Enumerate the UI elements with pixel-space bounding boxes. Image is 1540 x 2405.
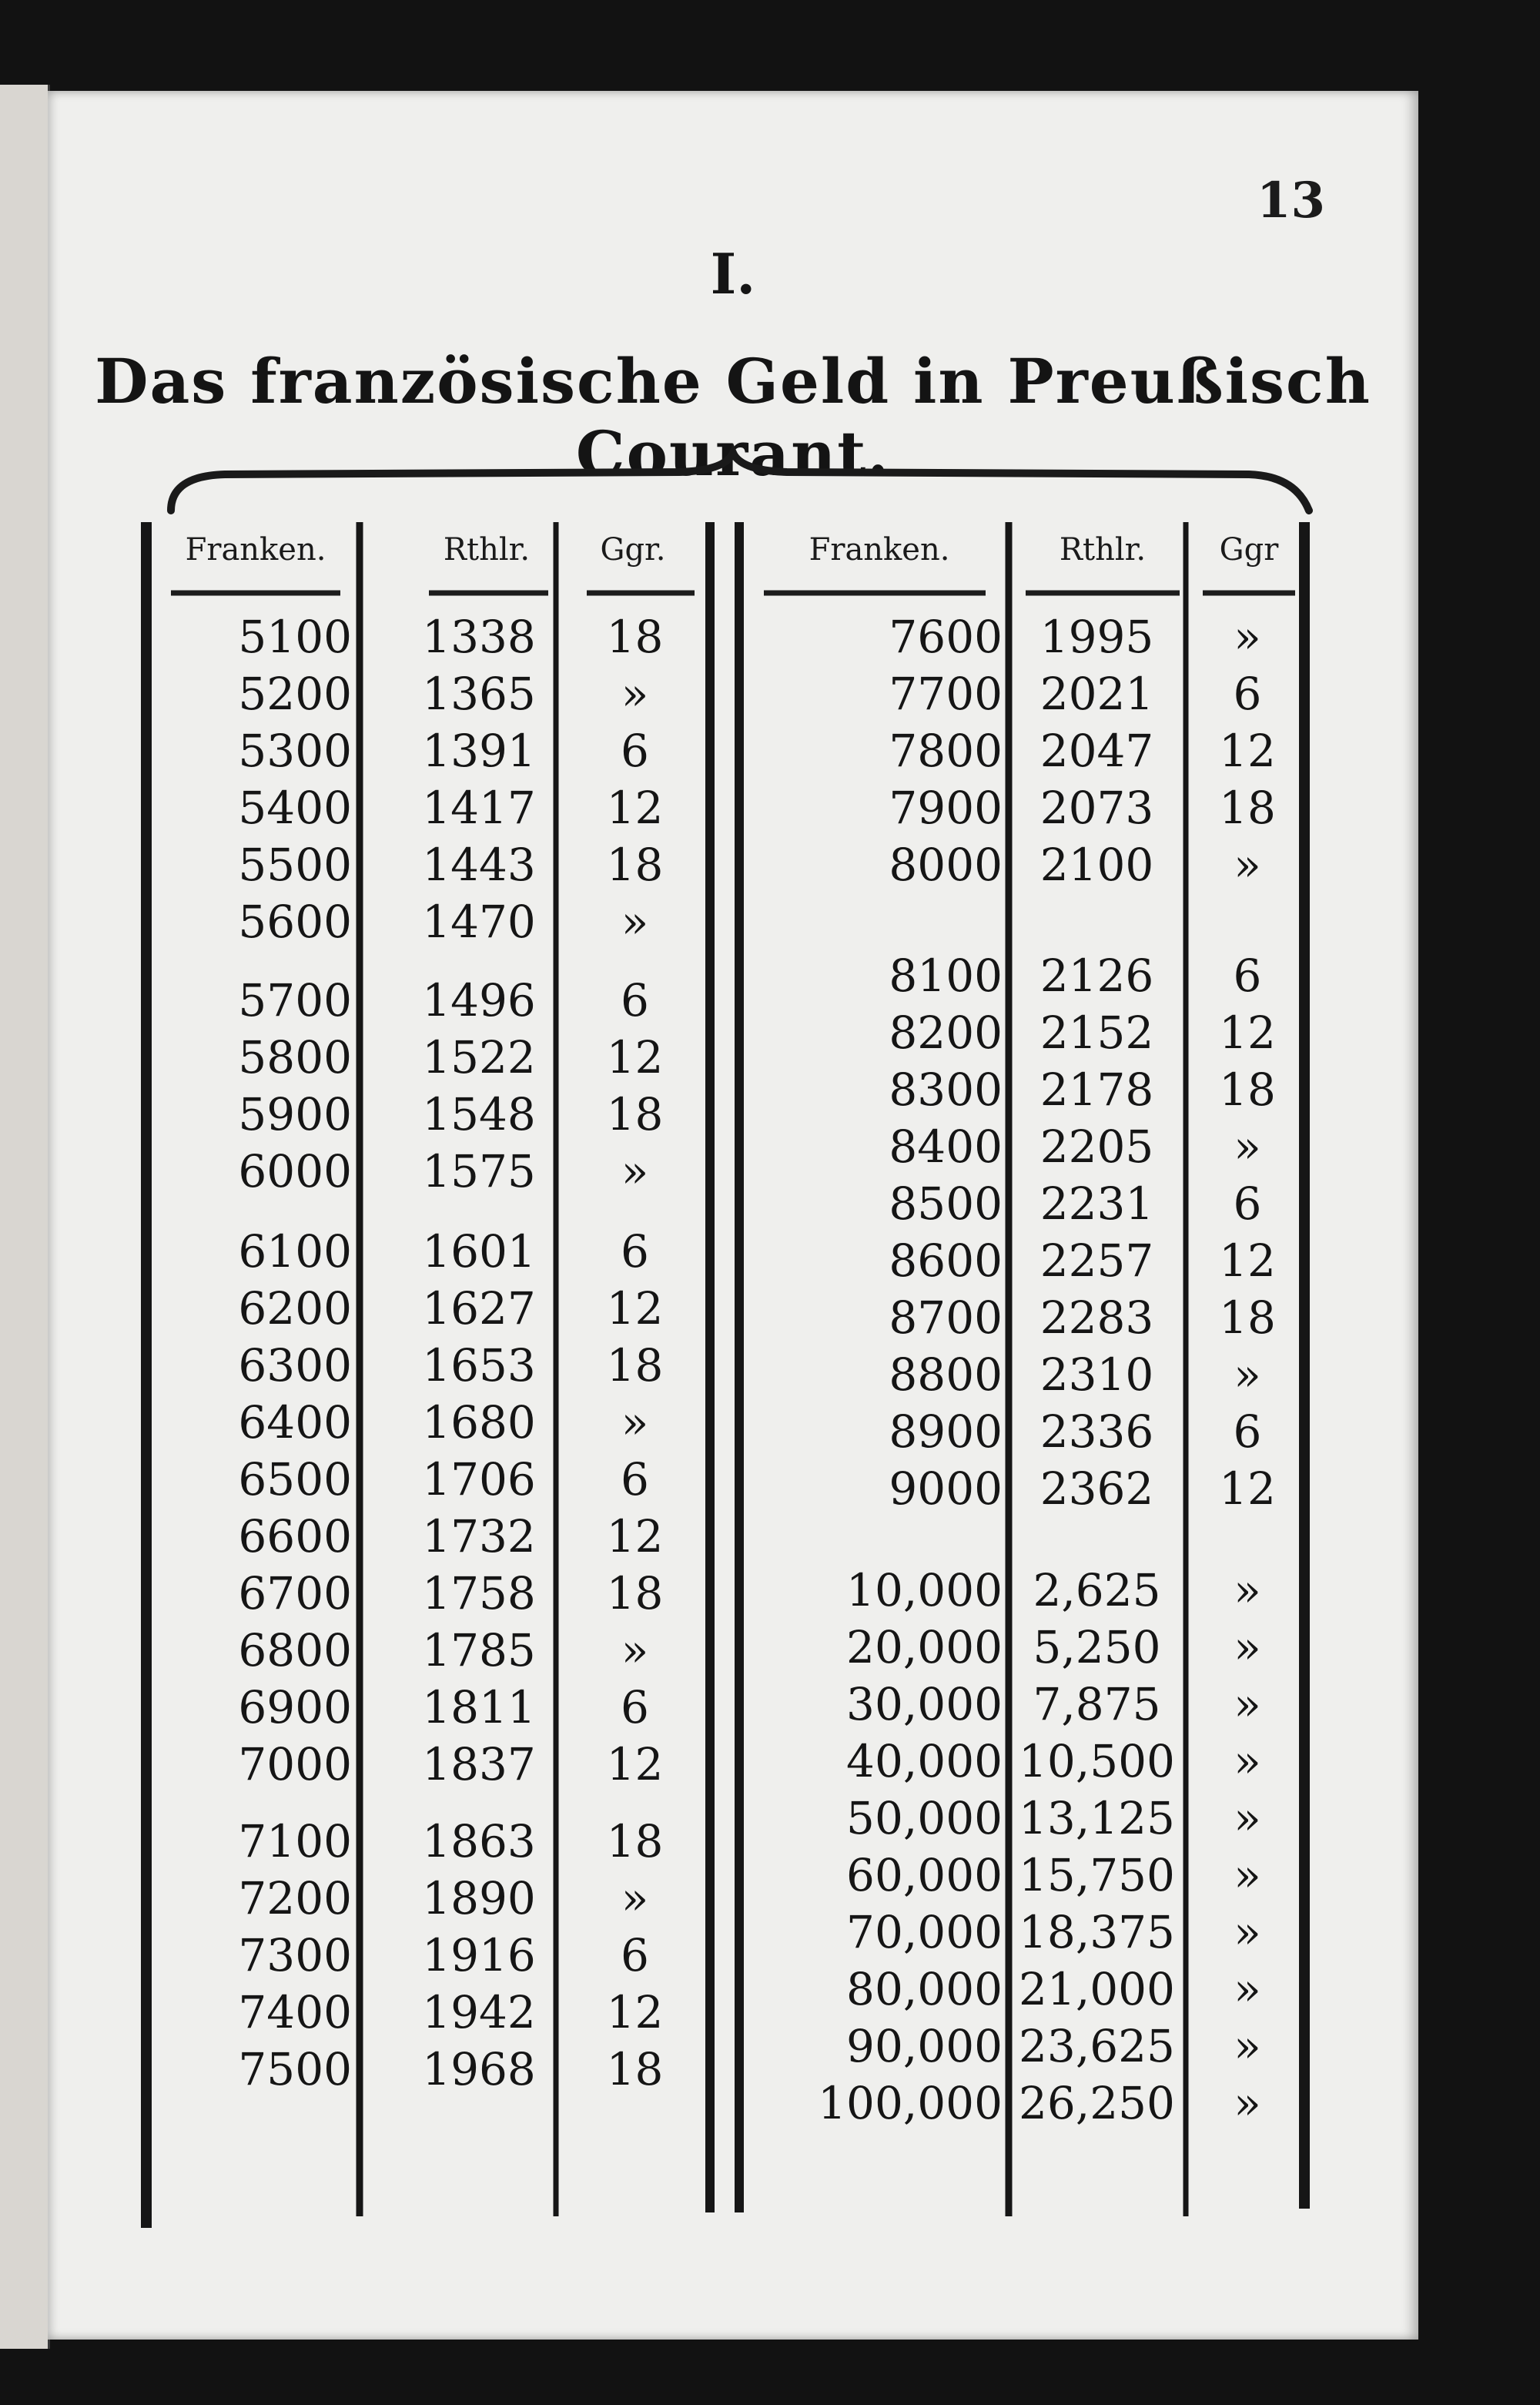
cell-ggr: » xyxy=(1234,1735,1261,1787)
cell-franken: 6100 xyxy=(238,1225,352,1278)
cell-rthlr: 1391 xyxy=(422,725,536,777)
cell-franken: 6500 xyxy=(238,1453,352,1506)
cell-ggr: 18 xyxy=(1219,1291,1276,1344)
cell-franken: 8400 xyxy=(889,1120,1003,1173)
cell-rthlr: 2283 xyxy=(1040,1291,1154,1344)
cell-franken: 5500 xyxy=(238,839,352,891)
cell-franken: 8800 xyxy=(889,1348,1003,1401)
cell-ggr: » xyxy=(621,668,649,720)
cell-rthlr: 2205 xyxy=(1040,1120,1154,1173)
cell-ggr: 6 xyxy=(621,1225,649,1278)
cell-ggr: » xyxy=(1234,1621,1261,1673)
cell-rthlr: 1916 xyxy=(422,1929,536,1981)
cell-ggr: » xyxy=(621,1396,649,1449)
cell-franken: 5700 xyxy=(238,974,352,1027)
cell-franken: 8100 xyxy=(889,950,1003,1002)
cell-franken: 5100 xyxy=(238,611,352,663)
cell-ggr: 6 xyxy=(621,974,649,1027)
cell-franken: 6200 xyxy=(238,1282,352,1335)
cell-franken: 9000 xyxy=(889,1462,1003,1515)
cell-rthlr: 2021 xyxy=(1040,668,1154,720)
cell-ggr: 18 xyxy=(606,2043,664,2095)
header-ggr-left: Ggr. xyxy=(600,532,666,568)
cell-ggr: 12 xyxy=(606,1031,664,1084)
cell-franken: 5400 xyxy=(238,782,352,834)
cell-franken: 6000 xyxy=(238,1145,352,1197)
cell-ggr: » xyxy=(1234,1792,1261,1844)
cell-franken: 6800 xyxy=(238,1624,352,1676)
cell-rthlr: 1417 xyxy=(422,782,536,834)
cell-rthlr: 15,750 xyxy=(1019,1849,1175,1901)
cell-ggr: » xyxy=(1234,1348,1261,1401)
header-franken-right: Franken. xyxy=(808,532,950,568)
cell-franken: 8200 xyxy=(889,1007,1003,1059)
cell-ggr: 12 xyxy=(1219,1007,1276,1059)
cell-franken: 8600 xyxy=(889,1234,1003,1287)
cell-rthlr: 10,500 xyxy=(1019,1735,1175,1787)
header-franken-left: Franken. xyxy=(185,532,326,568)
cell-ggr: » xyxy=(1234,839,1261,891)
cell-rthlr: 18,375 xyxy=(1019,1906,1175,1958)
cell-ggr: 18 xyxy=(606,611,664,663)
cell-ggr: » xyxy=(1234,2020,1261,2072)
cell-ggr: 12 xyxy=(1219,1234,1276,1287)
cell-ggr: » xyxy=(621,1145,649,1197)
cell-franken: 5200 xyxy=(238,668,352,720)
cell-rthlr: 2257 xyxy=(1040,1234,1154,1287)
cell-ggr: 18 xyxy=(606,1567,664,1620)
cell-franken: 20,000 xyxy=(846,1621,1003,1673)
cell-franken: 5600 xyxy=(238,896,352,948)
cell-rthlr: 1470 xyxy=(422,896,536,948)
cell-franken: 8300 xyxy=(889,1063,1003,1116)
cell-ggr: 18 xyxy=(606,1815,664,1867)
cell-franken: 6700 xyxy=(238,1567,352,1620)
cell-ggr: 12 xyxy=(1219,725,1276,777)
cell-rthlr: 1627 xyxy=(422,1282,536,1335)
cell-franken: 7500 xyxy=(238,2043,352,2095)
cell-rthlr: 1601 xyxy=(422,1225,536,1278)
cell-rthlr: 1732 xyxy=(422,1510,536,1563)
cell-ggr: 18 xyxy=(606,1088,664,1141)
header-rthlr-right: Rthlr. xyxy=(1059,532,1147,568)
cell-ggr: » xyxy=(621,896,649,948)
cell-ggr: 6 xyxy=(621,725,649,777)
cell-franken: 7400 xyxy=(238,1986,352,2038)
cell-rthlr: 13,125 xyxy=(1019,1792,1175,1844)
cell-rthlr: 2047 xyxy=(1040,725,1154,777)
cell-rthlr: 2231 xyxy=(1040,1177,1154,1230)
cell-franken: 5300 xyxy=(238,725,352,777)
cell-rthlr: 1338 xyxy=(422,611,536,663)
cell-ggr: 6 xyxy=(1233,668,1262,720)
cell-franken: 7200 xyxy=(238,1872,352,1924)
cell-rthlr: 21,000 xyxy=(1019,1963,1175,2015)
cell-ggr: » xyxy=(1234,1564,1261,1616)
cell-rthlr: 1811 xyxy=(422,1681,536,1733)
page-title: Das französische Geld in Preußisch Courant. xyxy=(95,345,1371,490)
cell-rthlr: 1837 xyxy=(422,1738,536,1790)
cell-rthlr: 2178 xyxy=(1040,1063,1154,1116)
cell-rthlr: 5,250 xyxy=(1033,1621,1161,1673)
cell-rthlr: 1443 xyxy=(422,839,536,891)
cell-franken: 100,000 xyxy=(818,2077,1003,2129)
cell-rthlr: 1706 xyxy=(422,1453,536,1506)
cell-franken: 40,000 xyxy=(846,1735,1003,1787)
cell-rthlr: 2,625 xyxy=(1033,1564,1161,1616)
cell-ggr: » xyxy=(1234,1120,1261,1173)
cell-franken: 6600 xyxy=(238,1510,352,1563)
cell-ggr: 6 xyxy=(621,1681,649,1733)
cell-ggr: » xyxy=(621,1872,649,1924)
cell-rthlr: 1548 xyxy=(422,1088,536,1141)
cell-ggr: 12 xyxy=(606,1738,664,1790)
cell-franken: 7800 xyxy=(889,725,1003,777)
cell-franken: 6300 xyxy=(238,1339,352,1392)
header-rthlr-left: Rthlr. xyxy=(443,532,531,568)
cell-rthlr: 1942 xyxy=(422,1986,536,2038)
cell-ggr: 6 xyxy=(1233,1405,1262,1458)
cell-franken: 90,000 xyxy=(846,2020,1003,2072)
section-numeral: I. xyxy=(710,241,756,306)
cell-franken: 80,000 xyxy=(846,1963,1003,2015)
cell-ggr: 12 xyxy=(606,782,664,834)
cell-rthlr: 2100 xyxy=(1040,839,1154,891)
cell-rthlr: 1522 xyxy=(422,1031,536,1084)
cell-ggr: » xyxy=(1234,611,1261,663)
cell-franken: 7000 xyxy=(238,1738,352,1790)
cell-rthlr: 7,875 xyxy=(1033,1678,1161,1730)
cell-ggr: » xyxy=(1234,1678,1261,1730)
cell-ggr: 18 xyxy=(606,1339,664,1392)
cell-ggr: 12 xyxy=(606,1986,664,2038)
cell-rthlr: 26,250 xyxy=(1019,2077,1175,2129)
cell-ggr: » xyxy=(1234,2077,1261,2129)
cell-franken: 7900 xyxy=(889,782,1003,834)
cell-franken: 7700 xyxy=(889,668,1003,720)
cell-rthlr: 1496 xyxy=(422,974,536,1027)
cell-franken: 8700 xyxy=(889,1291,1003,1344)
header-ggr-right: Ggr xyxy=(1219,532,1279,568)
cell-rthlr: 2073 xyxy=(1040,782,1154,834)
cell-rthlr: 1995 xyxy=(1040,611,1154,663)
cell-ggr: 6 xyxy=(621,1929,649,1981)
cell-rthlr: 2362 xyxy=(1040,1462,1154,1515)
cell-franken: 5900 xyxy=(238,1088,352,1141)
cell-rthlr: 1968 xyxy=(422,2043,536,2095)
cell-ggr: 6 xyxy=(1233,1177,1262,1230)
cell-ggr: 18 xyxy=(606,839,664,891)
cell-rthlr: 1890 xyxy=(422,1872,536,1924)
cell-ggr: 12 xyxy=(606,1510,664,1563)
cell-franken: 7600 xyxy=(889,611,1003,663)
cell-rthlr: 23,625 xyxy=(1019,2020,1175,2072)
cell-franken: 7100 xyxy=(238,1815,352,1867)
cell-franken: 6400 xyxy=(238,1396,352,1449)
table-brace xyxy=(171,453,1309,511)
cell-rthlr: 1785 xyxy=(422,1624,536,1676)
cell-ggr: 12 xyxy=(1219,1462,1276,1515)
cell-rthlr: 2310 xyxy=(1040,1348,1154,1401)
cell-ggr: 12 xyxy=(606,1282,664,1335)
cell-ggr: » xyxy=(1234,1849,1261,1901)
cell-franken: 30,000 xyxy=(846,1678,1003,1730)
cell-ggr: » xyxy=(1234,1906,1261,1958)
cell-franken: 50,000 xyxy=(846,1792,1003,1844)
cell-rthlr: 1575 xyxy=(422,1145,536,1197)
page-number: 13 xyxy=(1257,172,1326,229)
cell-rthlr: 2126 xyxy=(1040,950,1154,1002)
cell-ggr: 18 xyxy=(1219,782,1276,834)
cell-franken: 10,000 xyxy=(846,1564,1003,1616)
cell-franken: 8000 xyxy=(889,839,1003,891)
cell-ggr: 6 xyxy=(621,1453,649,1506)
cell-rthlr: 2152 xyxy=(1040,1007,1154,1059)
cell-franken: 60,000 xyxy=(846,1849,1003,1901)
cell-rthlr: 1758 xyxy=(422,1567,536,1620)
cell-franken: 8500 xyxy=(889,1177,1003,1230)
cell-franken: 7300 xyxy=(238,1929,352,1981)
cell-franken: 6900 xyxy=(238,1681,352,1733)
cell-rthlr: 1365 xyxy=(422,668,536,720)
book-page xyxy=(48,91,1418,2340)
cell-franken: 5800 xyxy=(238,1031,352,1084)
cell-rthlr: 1680 xyxy=(422,1396,536,1449)
cell-franken: 70,000 xyxy=(846,1906,1003,1958)
cell-franken: 8900 xyxy=(889,1405,1003,1458)
previous-page-edge xyxy=(0,85,50,2349)
cell-rthlr: 1863 xyxy=(422,1815,536,1867)
cell-rthlr: 1653 xyxy=(422,1339,536,1392)
cell-rthlr: 2336 xyxy=(1040,1405,1154,1458)
cell-ggr: 6 xyxy=(1233,950,1262,1002)
cell-ggr: » xyxy=(1234,1963,1261,2015)
cell-ggr: 18 xyxy=(1219,1063,1276,1116)
cell-ggr: » xyxy=(621,1624,649,1676)
